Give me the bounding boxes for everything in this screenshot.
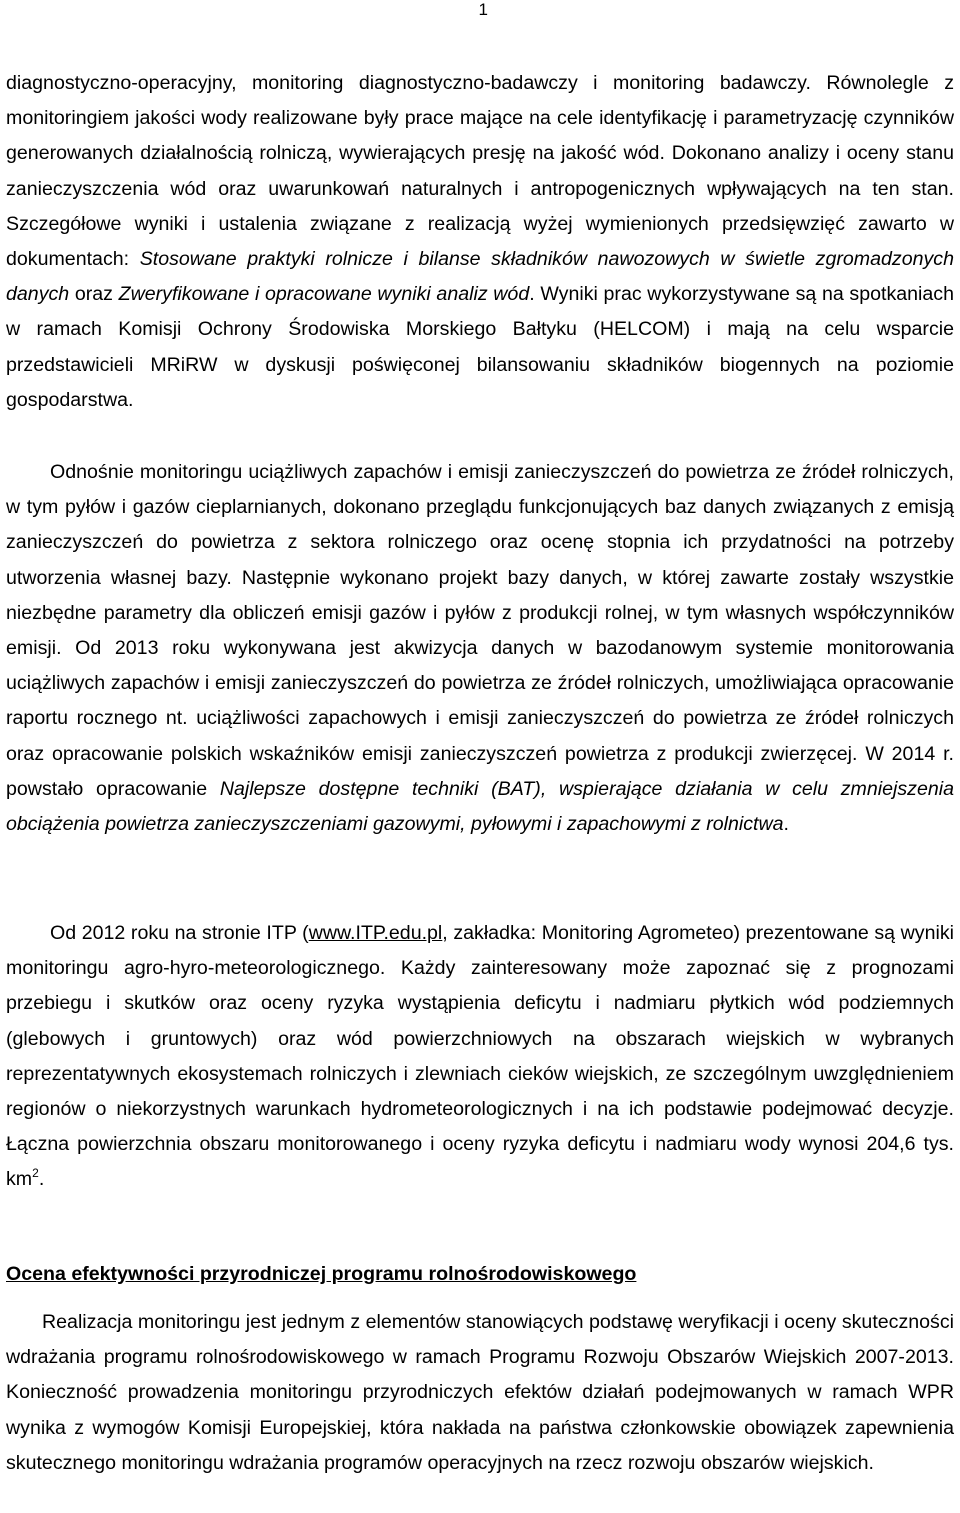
paragraph-water-monitoring [6, 66, 954, 418]
paragraph-text: . [38, 1168, 45, 1191]
paragraph-agrometeo [6, 916, 954, 1198]
paragraph-text: oraz [69, 283, 119, 306]
paragraph-text: Od 2012 roku na stronie ITP ( [50, 922, 309, 944]
paragraph-text: Odnośnie monitoringu uciążliwych zapachów i emisji zanieczyszczeń do powietrza ze źródeł rolniczych, w tym pyłów i gazów cieplarnianych, dokonano przeglądu funkcjonujących baz danych związanych z emisją zanieczyszczeń do powietrza z sektora rolniczego oraz ocenę stopnia ich przydatności na potrzeby utworzenia własnej bazy. Następnie wykonano projekt bazy danych, w której zawarte zostały wszystkie niezbędne parametry dla obliczeń emisji gazów i pyłów z produkcji rolnej, w tym własnych współczynników emisji. Od 2013 roku wykonywana jest akwizycja danych w bazodanowym systemie monitorowania uciążliwych zapachów i emisji zanieczyszczeń do powietrza ze źródeł rolniczych, umożliwiająca opracowanie raportu rocznego nt. uciążliwości zapachowych i emisji zanieczyszczeń do powietrza ze źródeł rolniczych oraz opracowanie polskich wskaźników emisji zanieczyszczeń powietrza z produkcji zwierzęcej. W 2014 r. powstało opracowanie [6, 461, 954, 800]
document-title-bat: Najlepsze dostępne techniki (BAT), wspierające działania w celu zmniejszenia obciążenia powietrza zanieczyszczeniami gazowymi, pyłowymi i zapachowymi z rolnictwa [6, 777, 954, 836]
section-heading: Ocena efektywności przyrodniczej programu rolnośrodowiskowego [6, 1263, 637, 1285]
paragraph-text: , zakładka: Monitoring Agrometeo) prezentowane są wyniki monitoringu agro-hyro-meteorologicznego. Każdy zainteresowany może zapoznać się z prognozami przebiegu i skutków oraz oceny ryzyka wystąpienia deficytu i nadmiaru płytkich wód podziemnych (glebowych i gruntowych) oraz wód powierzchniowych na obszarach wiejskich w wybranych reprezentatywnych ekosystemach rolniczych i zlewniach cieków wiejskich, ze szczególnym uwzględnieniem regionów o niekorzystnych warunkach hydrometeorologicznych i na ich podstawie podejmować decyzje. Łączna powierzchnia obszaru monitorowanego i oceny ryzyka deficytu i nadmiaru wody wynosi 204,6 tys. km [6, 922, 954, 1191]
page-number: 1 [478, 0, 488, 19]
paragraph-text: . Wyniki prac wykorzystywane są na spotkaniach w ramach Komisji Ochrony Środowiska Morskiego Bałtyku (HELCOM) i mają na celu wsparcie przedstawicieli MRiRW w dyskusji poświęconej bilansowaniu składników biogennych na poziomie gospodarstwa. [6, 283, 954, 411]
paragraph-agri-environment: Realizacja monitoringu jest jednym z elementów stanowiących podstawę weryfikacji i oceny skuteczności wdrażania programu rolnośrodowiskowego w ramach Programu Rozwoju Obszarów Wiejskich 2007-2013. Konieczność prowadzenia monitoringu przyrodniczych efektów działań podejmowanych w ramach WPR wynika z wymogów Komisji Europejskiej, która nakłada na państwa członkowskie obowiązek zapewnienia skutecznego monitoringu wdrażania programów operacyjnych na rzecz rozwoju obszarów wiejskich. [6, 1311, 954, 1474]
superscript-2: 2 [32, 1166, 39, 1181]
paragraph-air-emissions [6, 455, 954, 842]
document-title-practices: Stosowane praktyki rolnicze i bilanse składników nawozowych w świetle zgromadzonych danych [6, 248, 954, 306]
paragraph-text: diagnostyczno-operacyjny, monitoring diagnostyczno-badawczy i monitoring badawczy. Równolegle z monitoringiem jakości wody realizowane były prace mające na cele identyfikację i parametryzację czynników generowanych działalnością rolniczą, wywierających presję na jakość wód. Dokonano analizy i oceny stanu zanieczyszczenia wód oraz uwarunkowań naturalnych i antropogenicznych wpływających na ten stan. Szczegółowe wyniki i ustalenia związane z realizacją wyżej wymienionych przedsięwzięć zawarto w dokumentach: [6, 72, 954, 271]
itp-website-link[interactable]: www.ITP.edu.pl [308, 922, 443, 944]
document-title-analyses: Zweryfikowane i opracowane wyniki analiz wód [118, 283, 530, 306]
paragraph-text: . [783, 813, 789, 836]
